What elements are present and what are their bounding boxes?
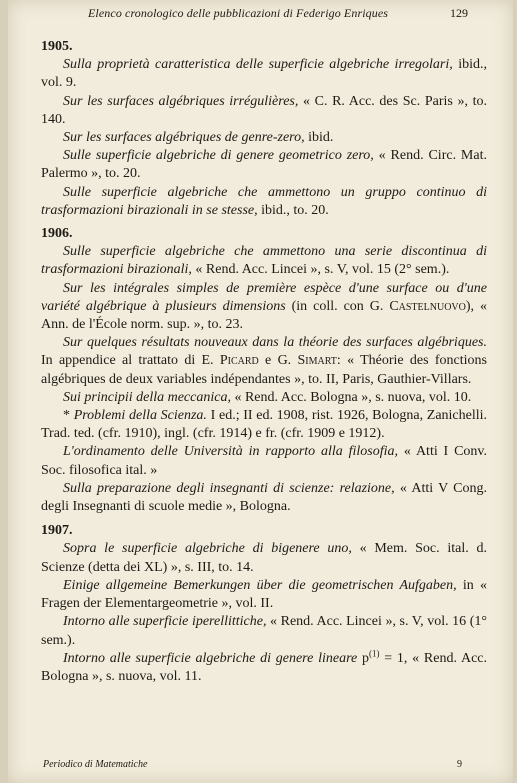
entry-title: Sulla proprietà caratteristica delle superficie algebriche irregolari, [63,57,453,73]
entry-reference: e G. [258,353,298,369]
entry-title: L'ordinamento delle Università in rapporto alla filosofia, [63,444,399,460]
year-heading: 1906. [41,226,73,242]
publication-entry [41,56,487,92]
running-header [8,5,513,21]
entry-reference: In appendice al trattato di E. [41,353,220,369]
entry-reference: « Atti V Cong. degli Insegnanti di scuole medie », Bologna. [41,480,487,515]
author-name: Castelnuovo [389,298,466,314]
entry-title: Sulle superficie algebriche che ammettono un gruppo continuo di trasformazioni birazionali in se stesse, [41,184,487,218]
publication-entry [41,389,487,407]
entry-reference: « C. R. Acc. des Sc. Paris », to. 140. [41,93,487,127]
author-name: Picard [219,353,259,369]
entry-title: Intorno alle superficie algebriche di genere lineare [63,650,362,666]
signature-mark: 9 [457,759,462,770]
running-title: Elenco cronologico delle pubblicazioni di Federigo Enriques [88,6,389,20]
entry-title: Sulle superficie algebriche che ammettono una serie discontinua di trasformazioni birazionali, [41,244,487,278]
entry-reference: « Rend. Acc. Bologna », s. nuova, vol. 11. [41,650,487,684]
author-name: Simart [297,353,337,369]
publication-entry [41,129,487,147]
publication-entry [41,650,487,686]
publication-entry [41,334,487,389]
entry-title: Sur quelques résultats nouveaux dans la théorie des surfaces algébriques. [63,335,487,351]
publication-list [41,38,487,686]
book-page [8,0,513,783]
entry-title: Einige allgemeine Bemerkungen über die geometrischen Aufgaben, [63,577,457,593]
entry-title: Sui principii della meccanica, [63,389,231,405]
publication-entry [41,577,487,613]
publication-entry [41,480,487,516]
entry-title: Sur les surfaces algébriques irrégulières, [63,93,299,109]
entry-title: Intorno alle superficie iperellittiche, [63,614,267,630]
entry-reference: « Mem. Soc. ital. d. Scienze (detta dei XL) », s. III, to. 14. [41,541,487,575]
formula-value: = 1, [379,650,408,666]
formula-variable: p [361,650,369,666]
year-heading: 1905. [41,39,73,54]
entry-title: Sulla preparazione degli insegnanti di scienze: relazione, [63,480,395,496]
journal-name: Periodico di Matematiche [43,759,148,770]
publication-entry [41,407,487,443]
entry-title: Sulle superficie algebriche di genere geometrico zero, [63,148,374,164]
year-heading: 1907. [41,523,73,539]
formula-superscript: (1) [368,648,380,659]
entry-reference: « Atti I Conv. Soc. filosofica ital. » [41,444,487,478]
entry-reference: I ed.; II ed. 1908, rist. 1926, Bologna, Zanichelli. Trad. ted. (cfr. 1910), ingl. (cfr. 1914) e fr. (cfr. 1909 e 1912). [41,408,488,442]
entry-reference: ibid., vol. 9. [41,57,488,91]
publication-entry [41,93,487,129]
entry-reference: in « Fragen der Elementargeometrie », vol. II. [41,577,487,612]
entry-reference: « Rend. Acc. Lincei », s. V, vol. 16 (1° sem.). [41,614,488,648]
entry-reference: « Rend. Circ. Mat. Palermo », to. 20. [41,148,487,182]
entry-reference: (in coll. con G. [285,298,390,314]
entry-title: Sopra le superficie algebriche di bigenere uno, [63,541,352,557]
entry-title: Sur les surfaces algébriques de genre-zero, [63,130,305,146]
publication-entry [41,443,487,479]
entry-reference: ibid. [304,130,334,146]
publication-entry [41,184,487,220]
publication-entry [41,613,487,649]
asterisk-marker: * [63,408,74,424]
entry-reference: : « Théorie des fonctions algébriques de deux variables indépendantes », to. II, Paris, Gauthier-Villars. [41,353,487,387]
publication-entry [41,280,487,335]
publication-entry [41,147,487,183]
entry-title: Sur les intégrales simples de première espèce d'une surface ou d'une variété algébrique à plusieurs dimensions [41,280,487,314]
entry-reference: ), « Ann. de l'École norm. sup. », to. 23. [41,298,487,333]
entry-reference: ibid., to. 20. [257,202,329,218]
page-number: 129 [450,6,468,20]
entry-reference: « Rend. Acc. Bologna », s. nuova, vol. 10. [230,389,472,405]
publication-entry [41,243,487,279]
publication-entry [41,540,487,576]
entry-title: Problemi della Scienza. [73,408,207,424]
entry-reference: « Rend. Acc. Lincei », s. V, vol. 15 (2° sem.). [191,262,450,278]
